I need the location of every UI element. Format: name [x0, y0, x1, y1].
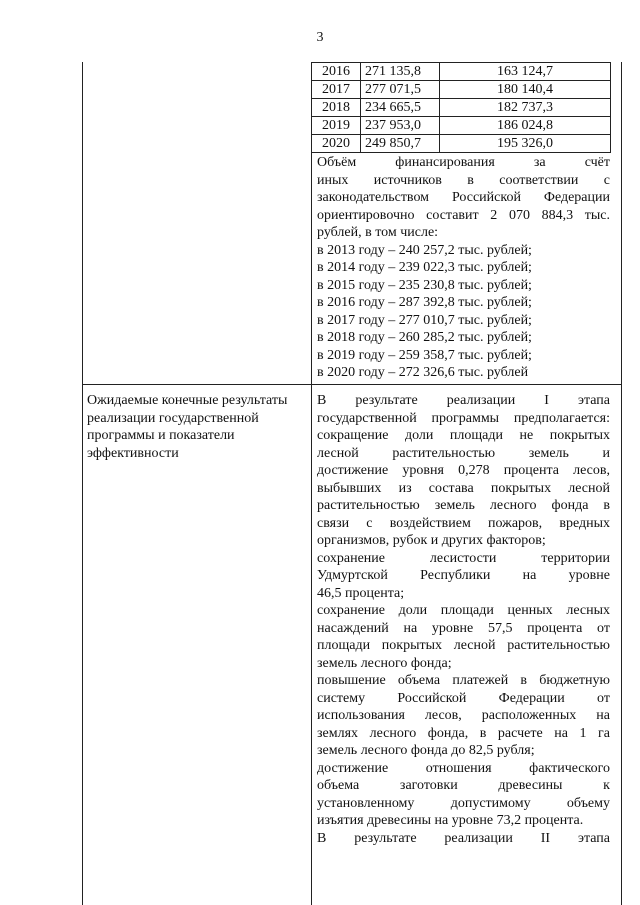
table-border-right	[621, 62, 622, 905]
label-line: эффективности	[87, 445, 179, 461]
page-number: 3	[316, 30, 324, 45]
result-line: площади покрытых лесной растительностью	[317, 638, 610, 653]
table-row	[312, 99, 611, 117]
year-cell: 2018	[312, 99, 361, 117]
result-line: использования лесов, расположенных на	[317, 708, 610, 723]
result-line: достижение отношения фактического	[317, 760, 610, 776]
year-cell: 2019	[312, 117, 361, 135]
label-line: Ожидаемые конечные результаты	[87, 393, 288, 408]
table-column-divider	[311, 62, 312, 905]
year-cell: 2016	[312, 63, 361, 81]
financing-year-line: в 2019 году – 259 358,7 тыс. рублей;	[317, 347, 532, 363]
financing-year-line: в 2015 году – 235 230,8 тыс. рублей;	[317, 277, 532, 293]
table-row	[312, 117, 611, 135]
result-line: сокращение доли площади не покрытых	[317, 428, 610, 443]
year-cell: 2020	[312, 135, 361, 153]
financing-line: иных источников в соответствии с	[317, 172, 610, 188]
amount-cell: 234 665,5	[361, 99, 440, 117]
amount-cell: 182 737,3	[440, 99, 611, 117]
amount-cell: 249 850,7	[361, 135, 440, 153]
program-passport-table	[82, 62, 622, 905]
label-line: программы и показатели	[87, 428, 235, 443]
result-line: землях лесного фонда, в расчете на 1 га	[317, 725, 610, 741]
financing-year-line: в 2018 году – 260 285,2 тыс. рублей;	[317, 330, 532, 345]
table-border-left	[82, 62, 83, 905]
result-line: объема заготовки древесины к	[317, 778, 610, 793]
financing-line: рублей, в том числе:	[317, 225, 439, 240]
result-line: Удмуртской Республики на уровне	[317, 568, 610, 583]
result-line: связи с воздействием пожаров, вредных	[317, 515, 610, 531]
expected-results-label	[87, 392, 307, 462]
amount-cell: 277 071,5	[361, 81, 440, 99]
financing-years-table	[311, 62, 611, 153]
row-divider	[82, 384, 622, 385]
result-line: достижение уровня 0,278 процента лесов,	[317, 463, 610, 478]
financing-year-line: в 2016 году – 287 392,8 тыс. рублей;	[317, 295, 532, 310]
financing-year-line: в 2014 году – 239 022,3 тыс. рублей;	[317, 260, 532, 275]
result-line: земель лесного фонда;	[317, 655, 452, 671]
result-line: изъятия древесины на уровне 73,2 процента.	[317, 813, 584, 828]
result-line: В результате реализации II этапа	[317, 830, 610, 846]
result-line: систему Российской Федерации от	[317, 690, 610, 706]
table-row	[312, 135, 611, 153]
result-line: насаждений на уровне 57,5 процента от	[317, 620, 610, 636]
result-line: земель лесного фонда до 82,5 рубля;	[317, 743, 535, 758]
result-line: государственной программы предполагается:	[317, 410, 610, 426]
amount-cell: 163 124,7	[440, 63, 611, 81]
financing-line: ориентировочно составит 2 070 884,3 тыс.	[317, 207, 610, 223]
result-line: 46,5 процента;	[317, 585, 405, 601]
result-line: организмов, рубок и других факторов;	[317, 533, 546, 548]
result-line: повышение объема платежей в бюджетную	[317, 673, 610, 688]
amount-cell: 186 024,8	[440, 117, 611, 135]
result-line: выбывших из состава покрытых лесной	[317, 480, 610, 496]
financing-year-line: в 2017 году – 277 010,7 тыс. рублей;	[317, 312, 532, 328]
result-line: сохранение доли площади ценных лесных	[317, 603, 610, 618]
result-line: лесной растительностью земель и	[317, 445, 610, 461]
table-row	[312, 81, 611, 99]
year-cell: 2017	[312, 81, 361, 99]
financing-text	[317, 154, 610, 382]
amount-cell: 195 326,0	[440, 135, 611, 153]
financing-line: законодательством Российской Федерации	[317, 190, 610, 205]
amount-cell: 237 953,0	[361, 117, 440, 135]
result-line: сохранение лесистости территории	[317, 550, 610, 566]
table-row	[312, 63, 611, 81]
result-line: растительностью земель лесного фонда в	[317, 498, 610, 513]
financing-year-line: в 2013 году – 240 257,2 тыс. рублей;	[317, 242, 532, 258]
amount-cell: 180 140,4	[440, 81, 611, 99]
financing-line: Объём финансирования за счёт	[317, 155, 610, 170]
amount-cell: 271 135,8	[361, 63, 440, 81]
result-line: В результате реализации I этапа	[317, 393, 610, 408]
label-line: реализации государственной	[87, 410, 259, 426]
expected-results-text	[317, 392, 610, 847]
financing-year-line: в 2020 году – 272 326,6 тыс. рублей	[317, 365, 529, 380]
result-line: установленному допустимому объему	[317, 795, 610, 811]
